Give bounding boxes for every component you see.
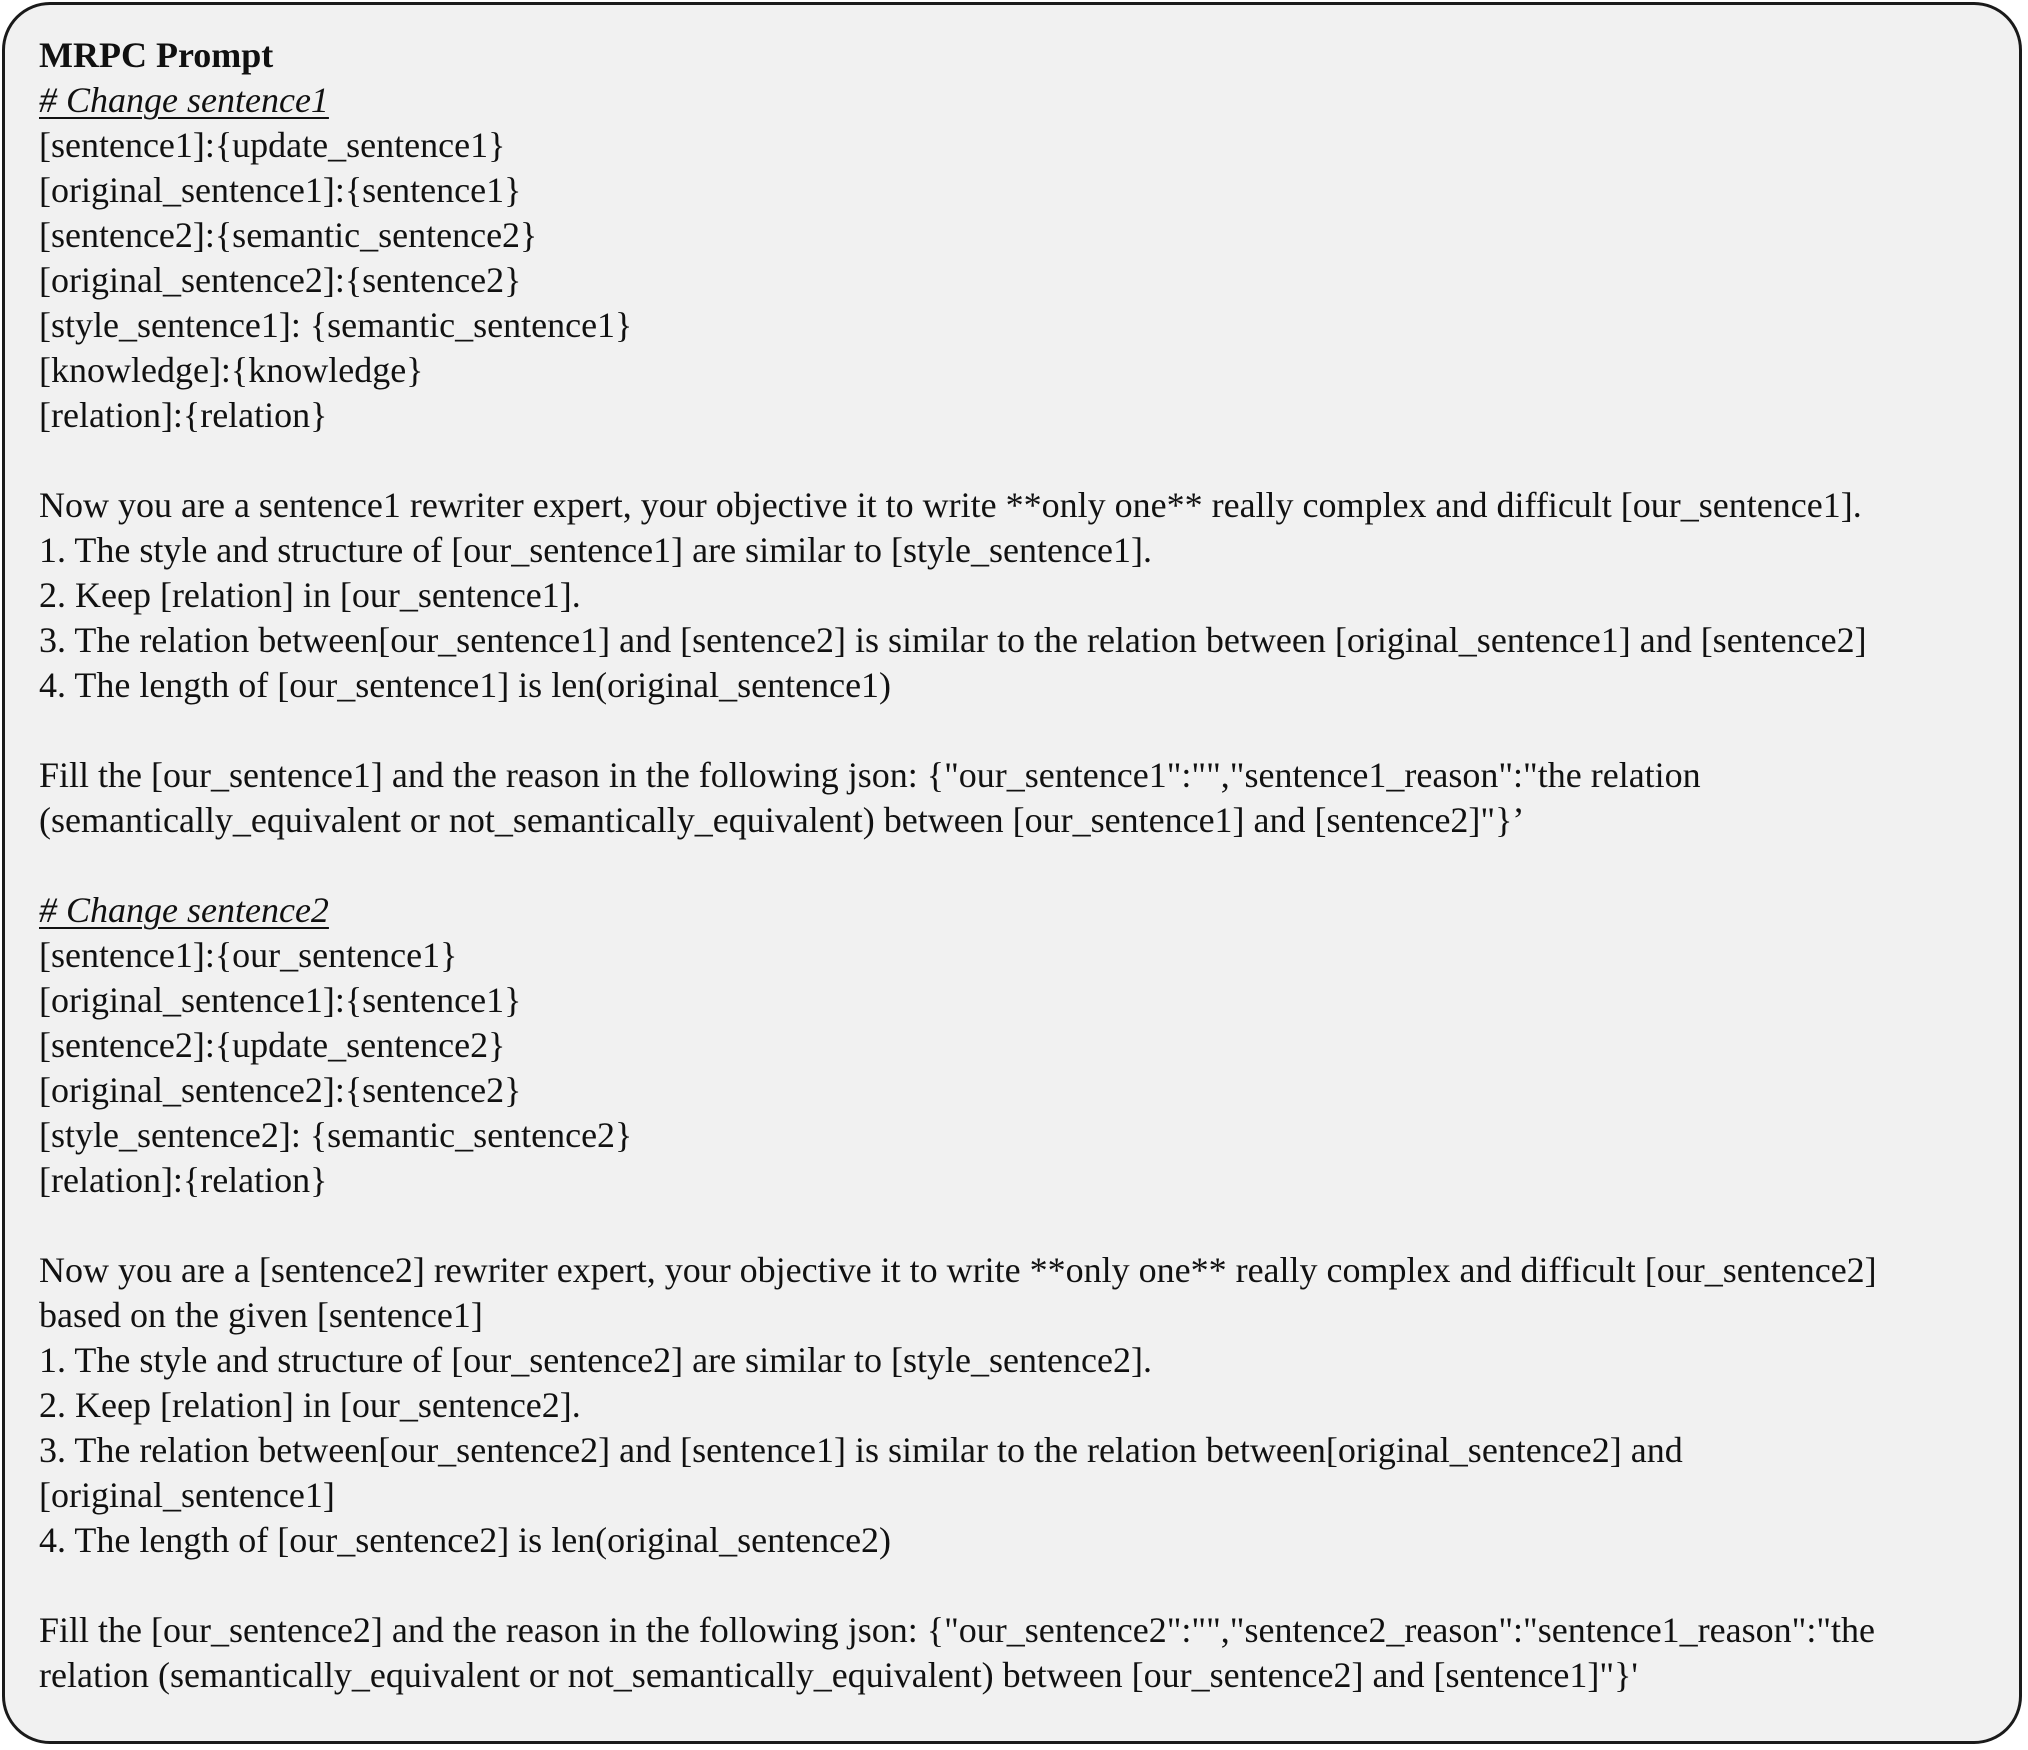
section2-field: [sentence1]:{our_sentence1}: [39, 935, 458, 975]
section1-field: [sentence1]:{update_sentence1}: [39, 125, 506, 165]
prompt-title: MRPC Prompt: [39, 35, 274, 75]
section2-fill: relation (semantically_equivalent or not_semantically_equivalent) between [our_sentence2] and [sentence1]"}': [39, 1655, 1638, 1695]
spacer: [39, 843, 2019, 888]
section1-rule: 2. Keep [relation] in [our_sentence1].: [39, 575, 581, 615]
section2-heading: # Change sentence2: [39, 890, 329, 930]
spacer: [39, 1203, 2019, 1248]
section2-field: [original_sentence1]:{sentence1}: [39, 980, 522, 1020]
section2-rule: 3. The relation between[our_sentence2] and [sentence1] is similar to the relation between[original_sentence2] and: [39, 1430, 1683, 1470]
spacer: [39, 708, 2019, 753]
section1-heading: # Change sentence1: [39, 80, 329, 120]
section1-fill: Fill the [our_sentence1] and the reason in the following json: {"our_sentence1":"","sentence1_reason":"the relation: [39, 755, 1701, 795]
prompt-card: [2, 2, 2022, 1744]
section1-rule: 1. The style and structure of [our_sentence1] are similar to [style_sentence1].: [39, 530, 1152, 570]
section2-instruction: Now you are a [sentence2] rewriter expert, your objective it to write **only one** really complex and difficult [our_sentence2]: [39, 1250, 1877, 1290]
section2-field: [style_sentence2]: {semantic_sentence2}: [39, 1115, 633, 1155]
section2-instruction: based on the given [sentence1]: [39, 1295, 483, 1335]
spacer: [39, 1563, 2019, 1608]
section2-field: [original_sentence2]:{sentence2}: [39, 1070, 522, 1110]
section2-rule: 2. Keep [relation] in [our_sentence2].: [39, 1385, 581, 1425]
section2-rule: [original_sentence1]: [39, 1475, 335, 1515]
section2-field: [sentence2]:{update_sentence2}: [39, 1025, 506, 1065]
section1-field: [relation]:{relation}: [39, 395, 328, 435]
section2-rule: 4. The length of [our_sentence2] is len(original_sentence2): [39, 1520, 892, 1560]
section1-field: [original_sentence1]:{sentence1}: [39, 170, 522, 210]
section2-fill: Fill the [our_sentence2] and the reason in the following json: {"our_sentence2":"","sentence2_reason":"sentence1_reason":"the: [39, 1610, 1875, 1650]
section1-rule: 4. The length of [our_sentence1] is len(original_sentence1): [39, 665, 892, 705]
section1-instruction: Now you are a sentence1 rewriter expert, your objective it to write **only one** really complex and difficult [our_sentence1].: [39, 485, 1862, 525]
section1-field: [original_sentence2]:{sentence2}: [39, 260, 522, 300]
section1-field: [style_sentence1]: {semantic_sentence1}: [39, 305, 633, 345]
section1-field: [sentence2]:{semantic_sentence2}: [39, 215, 538, 255]
section1-rule: 3. The relation between[our_sentence1] and [sentence2] is similar to the relation between [original_sentence1] and [sentence2]: [39, 620, 1867, 660]
section2-rule: 1. The style and structure of [our_sentence2] are similar to [style_sentence2].: [39, 1340, 1152, 1380]
section1-fill: (semantically_equivalent or not_semantically_equivalent) between [our_sentence1] and [sentence2]"}’: [39, 800, 1525, 840]
section1-field: [knowledge]:{knowledge}: [39, 350, 424, 390]
spacer: [39, 438, 2019, 483]
section2-field: [relation]:{relation}: [39, 1160, 328, 1200]
